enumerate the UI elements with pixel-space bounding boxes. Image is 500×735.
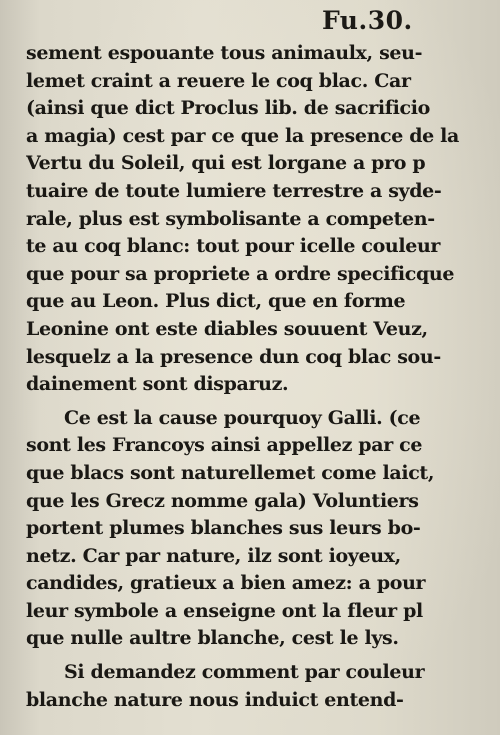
text-line: candides, gratieux a bien amez: a pour — [26, 572, 426, 595]
text-line: a magia) cest par ce que la presence de la — [26, 124, 460, 147]
text-line: portent plumes blanches sus leurs bo- — [26, 517, 421, 540]
text-line: que les Grecz nomme gala) Voluntiers — [26, 489, 419, 512]
folio-number: Fu.30. — [322, 6, 413, 35]
paragraph-1 — [26, 40, 476, 399]
text-line: te au coq blanc: tout pour icelle couleur — [26, 235, 441, 258]
paragraph-2 — [26, 405, 476, 653]
text-line: leur symbole a enseigne ont la fleur pl — [26, 599, 423, 622]
text-line: Ce est la cause pourquoy Galli. (ce — [64, 406, 421, 429]
text-line: lesquelz a la presence dun coq blac sou- — [26, 345, 441, 368]
text-line: Vertu du Soleil, qui est lorgane a pro p — [26, 152, 426, 175]
text-line: que nulle aultre blanche, cest le lys. — [26, 627, 399, 650]
text-line: que au Leon. Plus dict, que en forme — [26, 290, 406, 313]
text-line: tuaire de toute lumiere terrestre a syde- — [26, 179, 442, 202]
text-line: sement espouante tous animaulx, seu- — [26, 42, 423, 64]
text-line: rale, plus est symbolisante a competen- — [26, 207, 435, 230]
text-line: netz. Car par nature, ilz sont ioyeux, — [26, 544, 401, 567]
text-line: blanche nature nous induict entend- — [26, 688, 404, 711]
text-line: Leonine ont este diables souuent Veuz, — [26, 317, 428, 340]
text-line: lemet craint a reuere le coq blac. Car — [26, 69, 411, 92]
paragraph-3 — [26, 659, 476, 714]
text-line: dainement sont disparuz. — [26, 373, 289, 396]
text-line: que pour sa propriete a ordre specificque — [26, 262, 455, 285]
text-line: Si demandez comment par couleur — [64, 661, 425, 684]
text-line: sont les Francoys ainsi appellez par ce — [26, 434, 423, 457]
text-line: (ainsi que dict Proclus lib. de sacrificio — [26, 97, 430, 120]
text-line: que blacs sont naturellemet come laict, — [26, 461, 435, 484]
text-block — [26, 40, 476, 714]
